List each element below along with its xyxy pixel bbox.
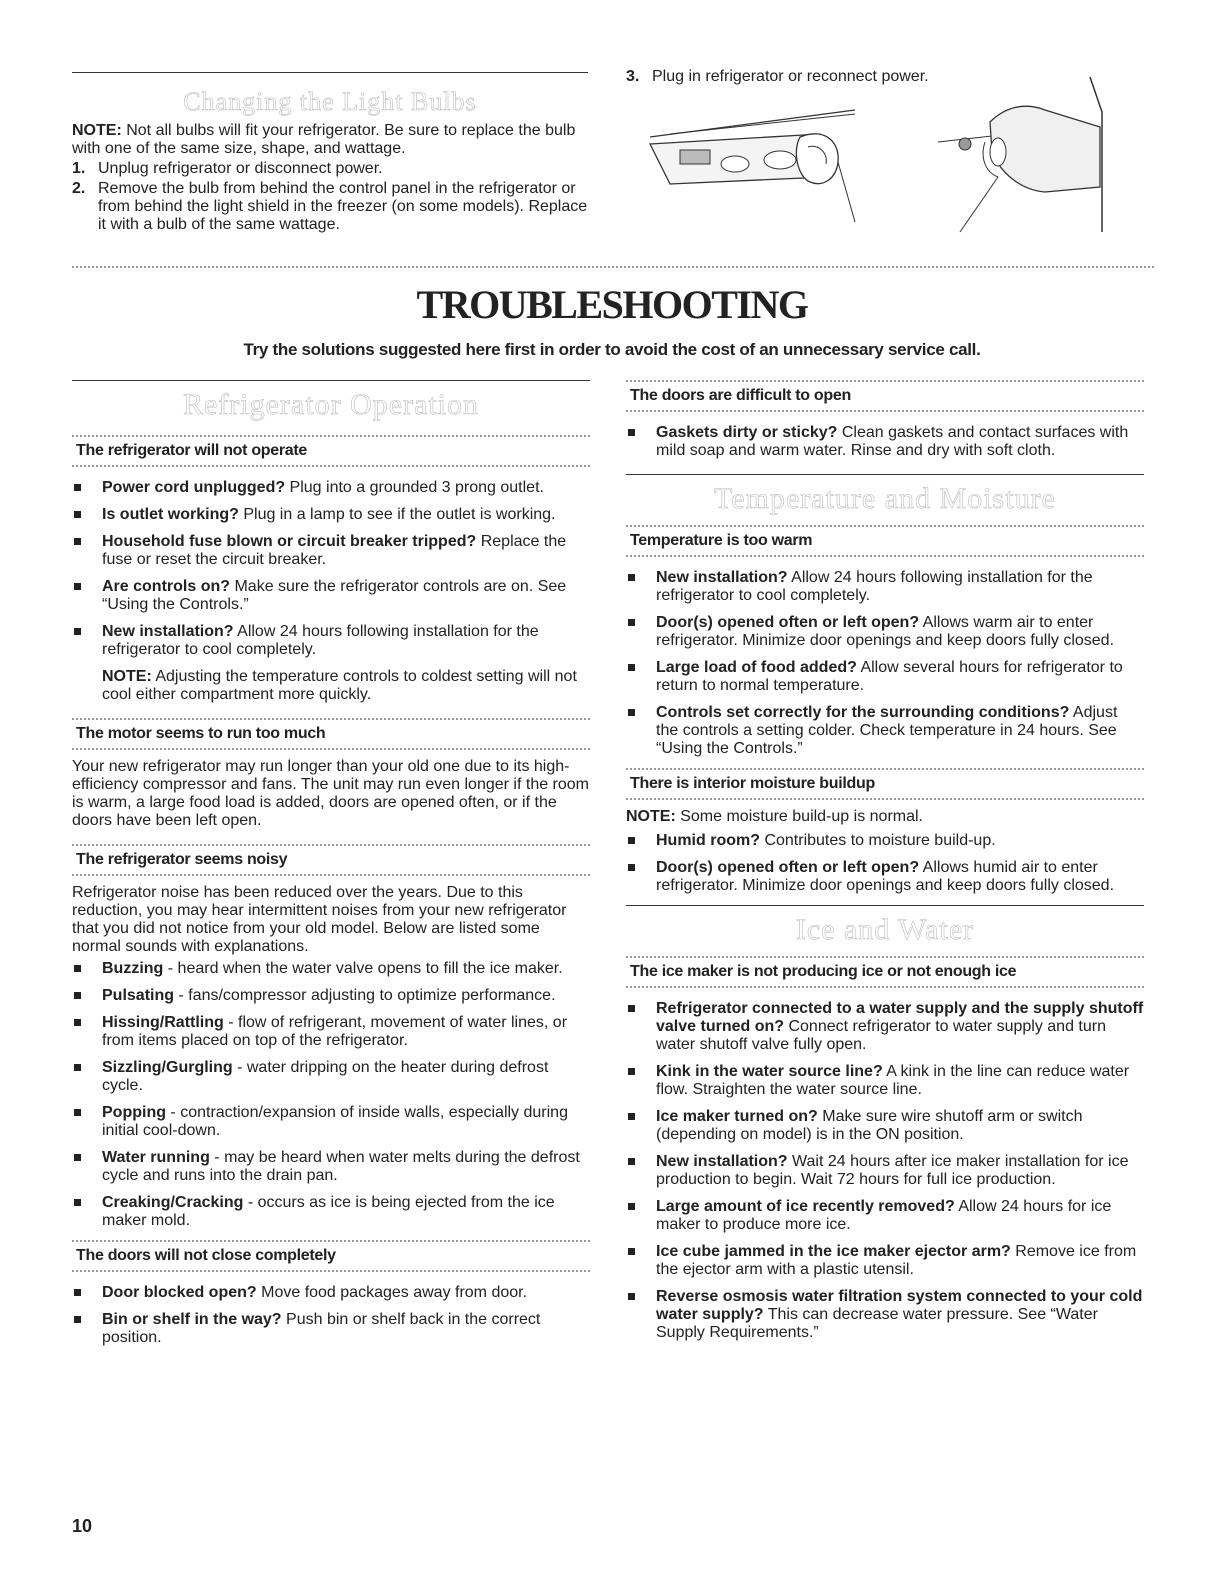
list-item: Are controls on? Make sure the refrigerator controls are on. See “Using the Controls.”	[72, 578, 590, 614]
noisy-text: Refrigerator noise has been reduced over the years. Due to this reduction, you may hear intermittent noises from your new refrigerator that you did not notice from your old model. Below are listed some normal sounds with explanations.	[72, 884, 567, 955]
light-shield-illustration	[930, 72, 1120, 237]
moisture-list	[626, 832, 1144, 895]
list-item: Kink in the water source line? A kink in the line can reduce water flow. Straighten the water source line.	[626, 1063, 1144, 1099]
divider	[626, 986, 1144, 988]
left-column	[72, 380, 590, 1356]
temperature-heading: Temperature and Moisture	[714, 482, 1056, 515]
not-operate-list	[72, 479, 590, 659]
subhead-warm: Temperature is too warm	[630, 532, 813, 549]
list-item: Large load of food added? Allow several hours for refrigerator to return to normal temperature.	[626, 659, 1144, 695]
list-item: Bin or shelf in the way? Push bin or shelf back in the correct position.	[72, 1311, 590, 1347]
not-close-list	[72, 1284, 590, 1347]
divider	[72, 465, 590, 467]
list-item: Water running - may be heard when water melts during the defrost cycle and runs into the drain pan.	[72, 1149, 590, 1185]
difficult-list	[626, 424, 1144, 460]
subhead-noisy: The refrigerator seems noisy	[76, 851, 288, 868]
list-item: Sizzling/Gurgling - water dripping on the heater during defrost cycle.	[72, 1059, 590, 1095]
list-item: Controls set correctly for the surrounding conditions? Adjust the controls a setting colder. Check temperature in 24 hours. See “Using the Controls.”	[626, 704, 1144, 758]
top-rule-left	[72, 72, 588, 73]
list-item: New installation? Wait 24 hours after ice maker installation for ice production to begin. Wait 72 hours for full ice production.	[626, 1153, 1144, 1189]
divider	[626, 798, 1144, 800]
list-item: Popping - contraction/expansion of inside walls, especially during initial cool-down.	[72, 1104, 590, 1140]
bulbs-section	[72, 122, 588, 236]
list-item: Power cord unplugged? Plug into a grounded 3 prong outlet.	[72, 479, 590, 497]
divider	[626, 410, 1144, 412]
page-title: TROUBLESHOOTING	[416, 282, 808, 327]
list-item: New installation? Allow 24 hours following installation for the refrigerator to cool completely.	[72, 623, 590, 659]
list-item: Reverse osmosis water filtration system connected to your cold water supply? This can decrease water pressure. See “Water Supply Requirements.”	[626, 1288, 1144, 1342]
page-number: 10	[72, 1516, 93, 1536]
ice-list	[626, 1000, 1144, 1342]
divider	[72, 1270, 590, 1272]
rule	[626, 905, 1144, 906]
list-item: Buzzing - heard when the water valve opens to fill the ice maker.	[72, 960, 590, 978]
ice-water-heading: Ice and Water	[795, 913, 975, 946]
noisy-list	[72, 960, 590, 1230]
list-item: Door(s) opened often or left open? Allows humid air to enter refrigerator. Minimize door openings and keep doors fully closed.	[626, 859, 1144, 895]
control-panel-illustration	[640, 92, 880, 242]
divider	[72, 874, 590, 876]
warm-list	[626, 569, 1144, 758]
list-item: 3. Plug in refrigerator or reconnect power.	[626, 68, 929, 85]
page-subtitle: Try the solutions suggested here first in order to avoid the cost of an unnecessary service call.	[243, 340, 981, 359]
list-item: Pulsating - fans/compressor adjusting to optimize performance.	[72, 987, 590, 1005]
list-item: Refrigerator connected to a water supply and the supply shutoff valve turned on? Connect refrigerator to water supply and turn water shutoff valve fully open.	[626, 1000, 1144, 1054]
list-item: Creaking/Cracking - occurs as ice is being ejected from the ice maker mold.	[72, 1194, 590, 1230]
list-item: Ice cube jammed in the ice maker ejector arm? Remove ice from the ejector arm with a plastic utensil.	[626, 1243, 1144, 1279]
list-item: Door blocked open? Move food packages away from door.	[72, 1284, 590, 1302]
bulbs-steps	[72, 160, 588, 234]
subhead-not-producing: The ice maker is not producing ice or not enough ice	[630, 963, 1017, 980]
list-item: New installation? Allow 24 hours following installation for the refrigerator to cool completely.	[626, 569, 1144, 605]
bulbs-heading: Changing the Light Bulbs	[183, 87, 477, 116]
list-item: Is outlet working? Plug in a lamp to see if the outlet is working.	[72, 506, 590, 524]
subhead-not-operate: The refrigerator will not operate	[76, 442, 308, 459]
list-item: Hissing/Rattling - flow of refrigerant, movement of water lines, or from items placed on top of the refrigerator.	[72, 1014, 590, 1050]
list-item: 2. Remove the bulb from behind the control panel in the refrigerator or from behind the light shield in the freezer (on some models). Replace it with a bulb of the same wattage.	[72, 180, 588, 233]
divider	[72, 748, 590, 750]
divider	[72, 266, 1154, 268]
moisture-note: NOTE: Some moisture build-up is normal.	[626, 808, 923, 825]
subhead-difficult: The doors are difficult to open	[630, 387, 851, 404]
list-item: Large amount of ice recently removed? Allow 24 hours for ice maker to produce more ice.	[626, 1198, 1144, 1234]
bulbs-note: NOTE: Not all bulbs will fit your refrigerator. Be sure to replace the bulb with one of the same size, shape, and wattage.	[72, 122, 576, 157]
subhead-motor: The motor seems to run too much	[76, 725, 326, 742]
list-item: Gaskets dirty or sticky? Clean gaskets and contact surfaces with mild soap and warm water. Rinse and dry with soft cloth.	[626, 424, 1144, 460]
subhead-moisture: There is interior moisture buildup	[630, 775, 875, 792]
divider	[626, 555, 1144, 557]
refrigerator-operation-heading: Refrigerator Operation	[182, 388, 480, 421]
list-item: Ice maker turned on? Make sure wire shutoff arm or switch (depending on model) is in the ON position.	[626, 1108, 1144, 1144]
rule	[626, 474, 1144, 475]
not-operate-note: NOTE: Adjusting the temperature controls to coldest setting will not cool either compartment more quickly.	[102, 668, 577, 703]
subhead-not-close: The doors will not close completely	[76, 1247, 336, 1264]
list-item: Door(s) opened often or left open? Allows warm air to enter refrigerator. Minimize door openings and keep doors fully closed.	[626, 614, 1144, 650]
list-item: Humid room? Contributes to moisture build-up.	[626, 832, 1144, 850]
motor-text: Your new refrigerator may run longer than your old one due to its high-efficiency compressor and fans. The unit may run even longer if the room is warm, a large food load is added, doors are opened often, or if the doors have been left open.	[72, 758, 590, 829]
list-item: Household fuse blown or circuit breaker tripped? Replace the fuse or reset the circuit breaker.	[72, 533, 590, 569]
rule	[72, 380, 590, 381]
list-item: 1. Unplug refrigerator or disconnect power.	[72, 160, 383, 177]
right-column	[626, 380, 1144, 1351]
